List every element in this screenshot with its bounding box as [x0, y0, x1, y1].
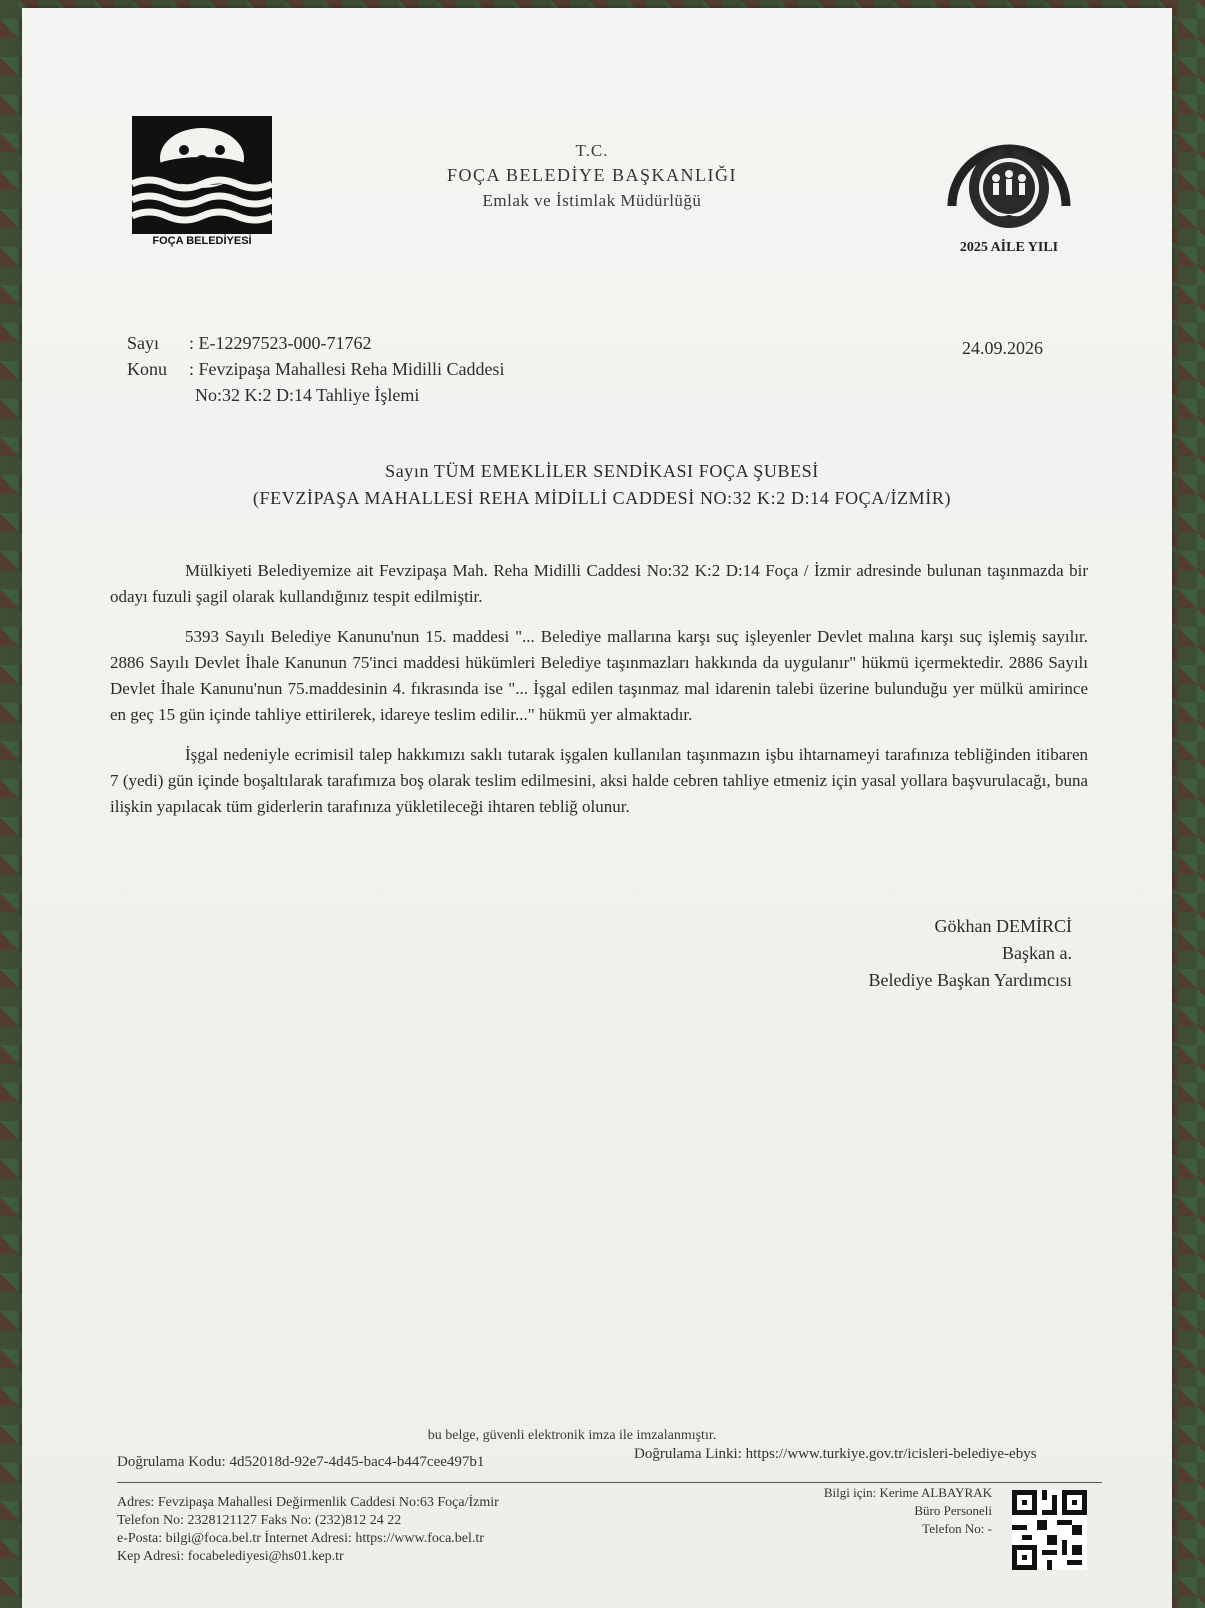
body-paragraph-3: İşgal nedeniyle ecrimisil talep hakkımızı saklı tutarak işgalen kullanılan taşınmazın işbu ihtarnameyi tarafınıza tebliğinden itibaren 7 (yedi) gün içinde boşaltılarak tarafımıza boş olarak teslim edilmesini, aksi halde cebren tahliye etmeniz için yasal yollara başvurulacağı, buna ilişkin yapılacak tüm giderlerin tarafınıza yükletileceği ihtaren tebliğ olunur.: [110, 745, 1088, 816]
letterhead-department: Emlak ve İstimlak Müdürlüğü: [482, 191, 702, 210]
qr-code: [1012, 1490, 1087, 1570]
reference-number-value: : E-12297523-000-71762: [189, 333, 372, 353]
reference-number-label: Sayı: [127, 333, 160, 353]
footer-email[interactable]: e-Posta: bilgi@foca.bel.tr İnternet Adresi: https://www.foca.bel.tr: [117, 1531, 484, 1546]
addressee-block: [162, 458, 1042, 512]
footer-contact: [117, 1494, 499, 1566]
subject-value: : Fevzipaşa Mahallesi Reha Midilli Caddesi: [189, 359, 505, 379]
subject-label: Konu: [127, 359, 167, 379]
info-contact: [762, 1484, 992, 1538]
signature-block: [782, 913, 1072, 994]
letter-body: [110, 558, 1088, 834]
e-signature-note: bu belge, güvenli elektronik imza ile imzalanmıştır.: [427, 1428, 717, 1443]
family-year-logo: [934, 126, 1084, 266]
qr-code-icon: [1012, 1490, 1087, 1570]
info-contact-name: Bilgi için: Kerime ALBAYRAK: [823, 1485, 992, 1500]
family-emblem-icon: [934, 126, 1084, 238]
footer-divider: [117, 1482, 1102, 1483]
right-logo-label: 2025 AİLE YILI: [959, 240, 1059, 255]
letterhead: [382, 138, 802, 213]
addressee-address: (FEVZİPAŞA MAHALLESİ REHA MİDİLLİ CADDESİ NO:32 K:2 D:14 FOÇA/İZMİR): [252, 488, 952, 508]
left-logo-label: FOÇA BELEDİYESİ: [152, 235, 252, 247]
verification-code: Doğrulama Kodu: 4d52018d-92e7-4d45-bac4-b447cee497b1: [117, 1454, 485, 1470]
subject-value-continued: No:32 K:2 D:14 Tahliye İşlemi: [195, 385, 420, 405]
body-paragraph-2: 5393 Sayılı Belediye Kanunu'nun 15. maddesi "... Belediye mallarına karşı suç işleyenler Devlet malına karşı suç işlemiş sayılır. 2886 Sayılı Devlet İhale Kanunun 75'inci maddesi hükümleri Belediye taşınmazları hakkında da uygulanır" hükmü içermektedir. 2886 Sayılı Devlet İhale Kanunu'nun 75.maddesinin 4. fıkrasında ise "... İşgal edilen taşınmaz mal idarenin talebi üzerine bulunduğu yer mülkü amirince en geç 15 gün içinde tahliye ettirilerek, idareye teslim edilir..." hükmü yer almaktadır.: [110, 627, 1088, 724]
info-contact-phone: Telefon No: -: [922, 1521, 992, 1536]
subject-row: [127, 356, 504, 382]
footer-phone: Telefon No: 2328121127 Faks No: (232)812 24 22: [117, 1513, 402, 1528]
footer-kep[interactable]: Kep Adresi: focabelediyesi@hs01.kep.tr: [117, 1549, 344, 1564]
letter-date: 24.09.2026: [962, 338, 1043, 358]
letterhead-institution: FOÇA BELEDİYE BAŞKANLIĞI: [447, 165, 737, 185]
verification-link[interactable]: Doğrulama Linki: https://www.turkiye.gov.tr/icisleri-belediye-ebys: [634, 1446, 1037, 1462]
footer-address: Adres: Fevzipaşa Mahallesi Değirmenlik Caddesi No:63 Foça/İzmir: [117, 1495, 499, 1510]
seal-icon: [132, 116, 272, 236]
foca-municipality-logo: [132, 116, 272, 251]
addressee-name: Sayın TÜM EMEKLİLER SENDİKASI FOÇA ŞUBESİ: [385, 461, 819, 481]
signatory-title-1: Başkan a.: [1002, 943, 1072, 963]
info-contact-title: Büro Personeli: [914, 1503, 992, 1518]
letterhead-tc: T.C.: [575, 141, 609, 160]
signatory-title-2: Belediye Başkan Yardımcısı: [868, 970, 1072, 990]
reference-number-row: [127, 330, 504, 356]
letter-meta: [127, 330, 504, 408]
body-paragraph-1: Mülkiyeti Belediyemize ait Fevzipaşa Mah. Reha Midilli Caddesi No:32 K:2 D:14 Foça / İzmir adresinde bulunan taşınmazda bir odayı fuzuli şagil olarak kullandığınız tespit edilmiştir.: [110, 561, 1088, 606]
letter-paper: [22, 8, 1172, 1608]
signatory-name: Gökhan DEMİRCİ: [934, 916, 1072, 936]
